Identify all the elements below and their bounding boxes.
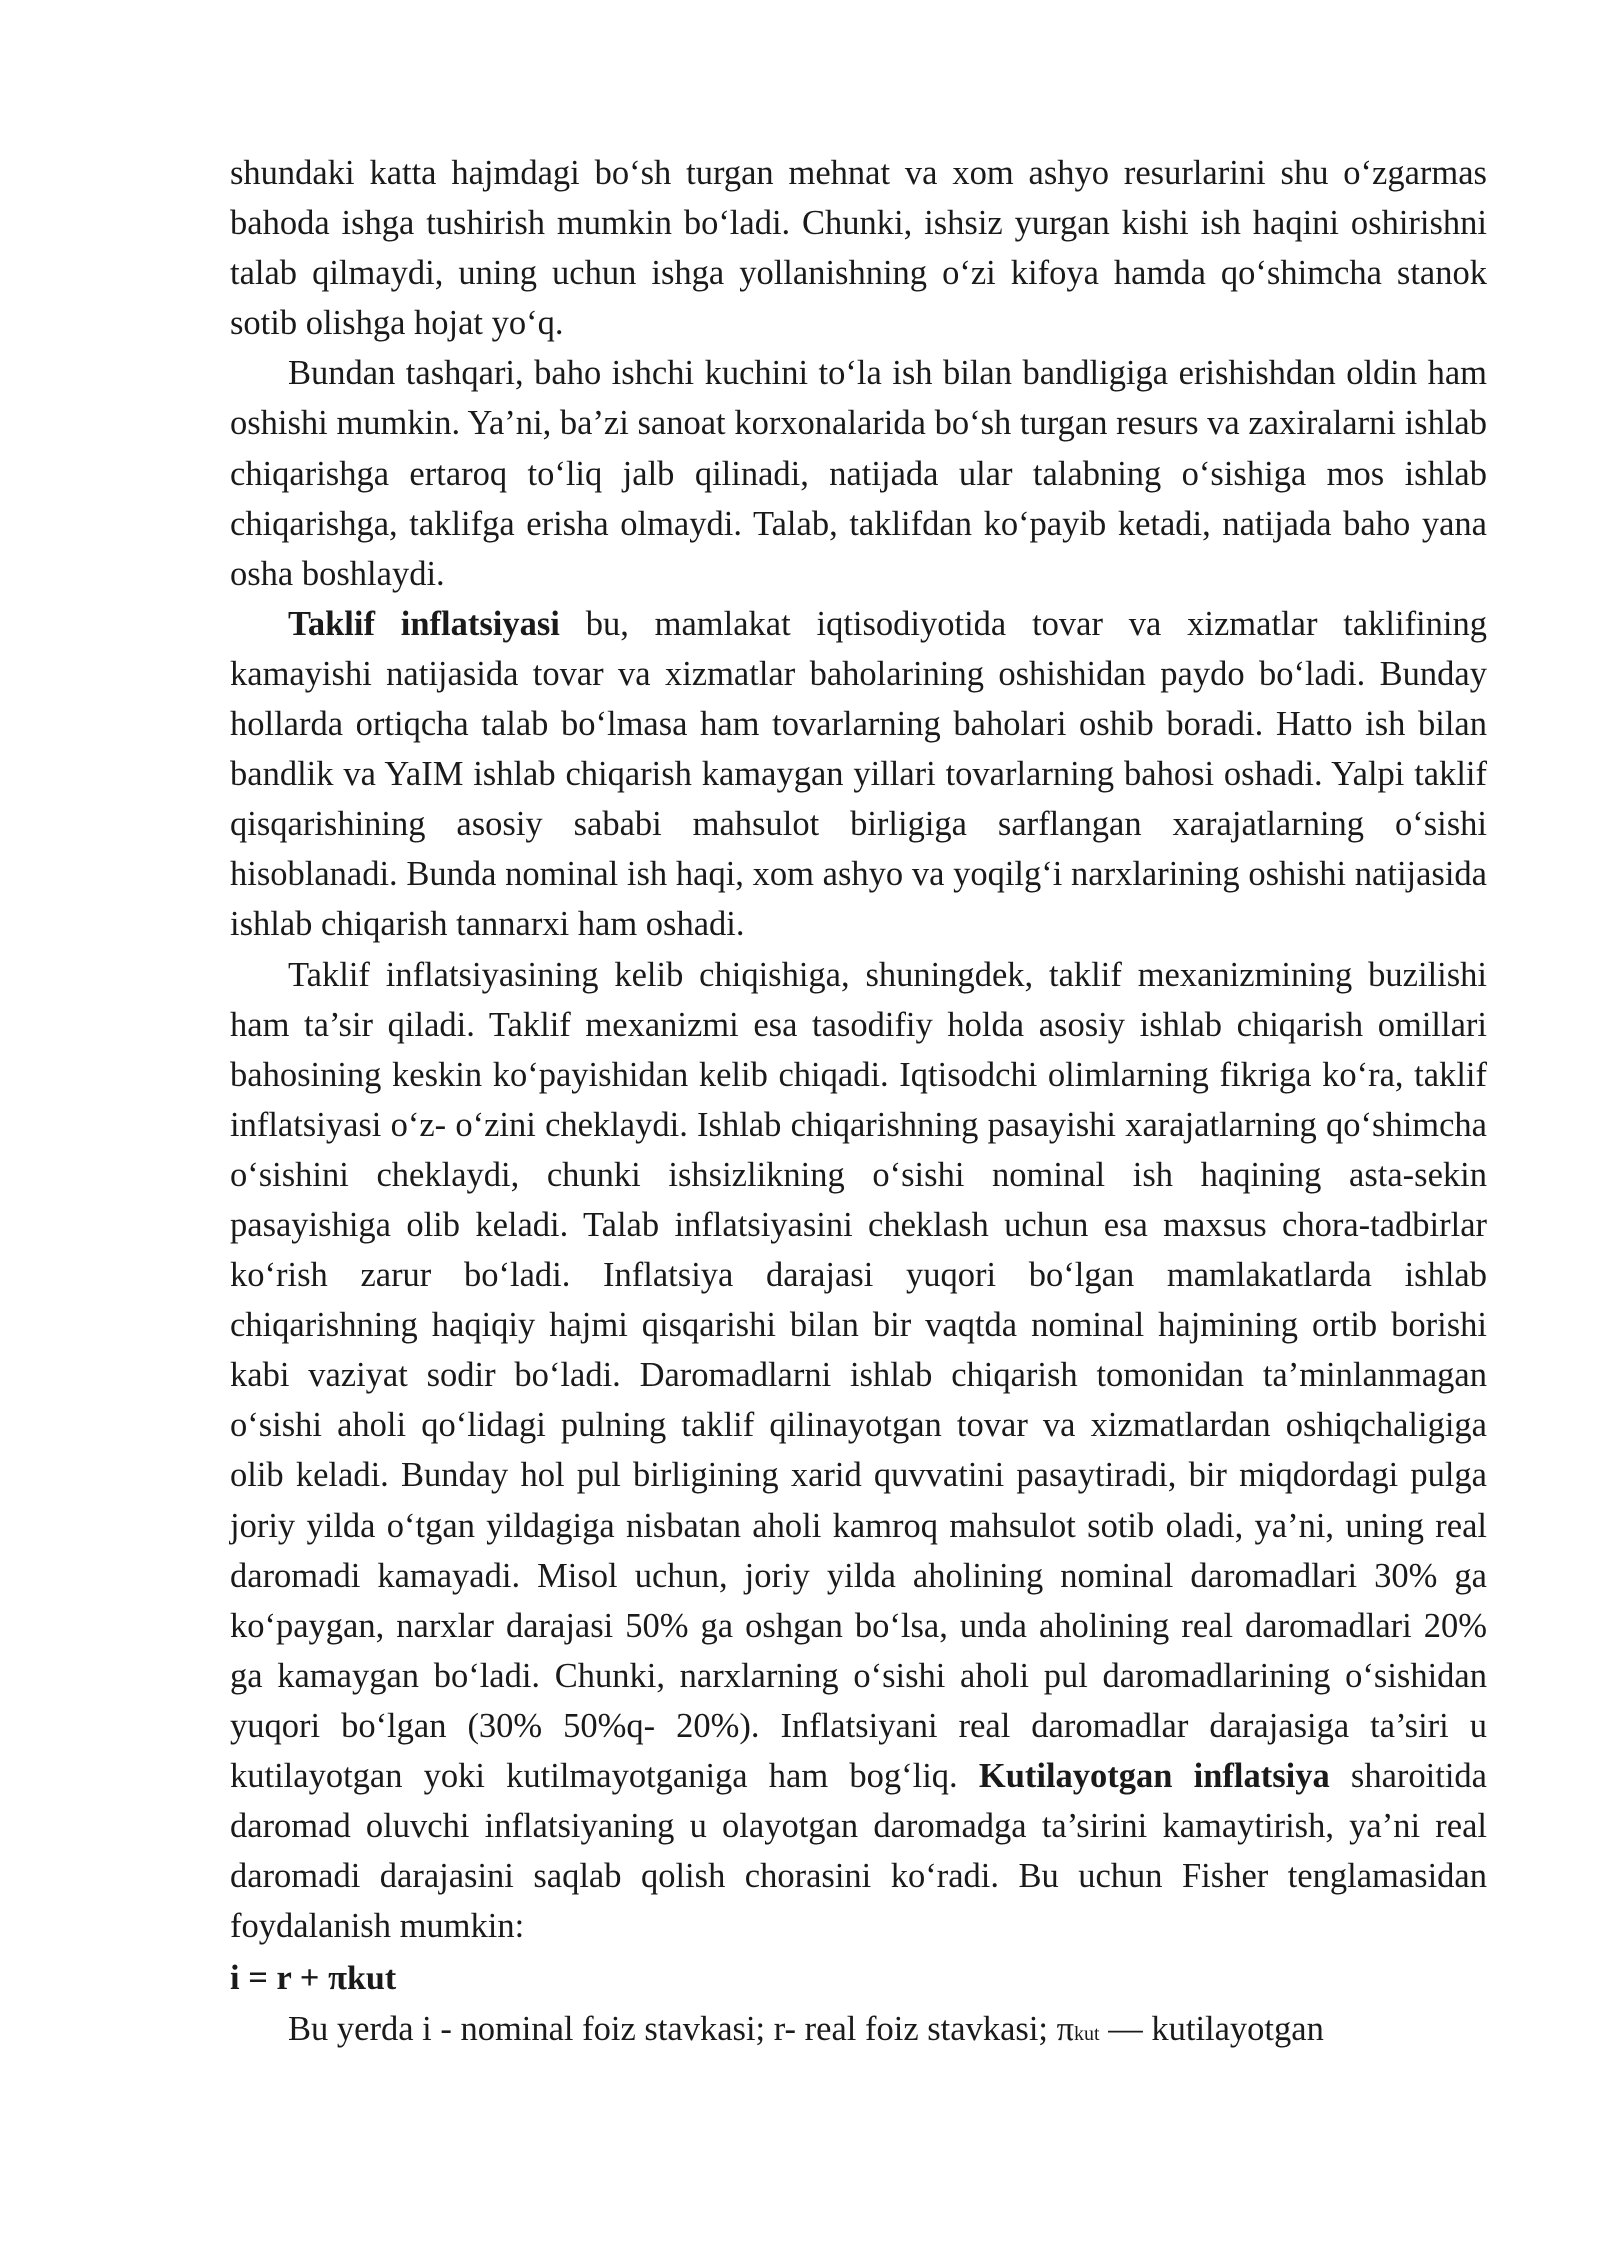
paragraph-5-text-a: Bu yerda i - nominal foiz stavkasi; r- real foiz stavkasi; π xyxy=(288,2010,1075,2049)
paragraph-5 xyxy=(230,2004,1487,2059)
paragraph-4-text-b: sharoitida daromad oluvchi inflatsiyaning u olayotgan daromadga ta’sirini kamaytirish, ya’ni real daromadi darajasini saqlab qolish chorasini ko‘radi. Bu uchun Fisher tenglamasidan foydalanish mumkin: xyxy=(230,1757,1487,1946)
paragraph-4-text-a: Taklif inflatsiyasining kelib chiqishiga, shuningdek, taklif mexanizmining buzilishi ham ta’sir qiladi. Taklif mexanizmi esa tasodifiy holda asosiy ishlab chiqarish omillari bahosining keskin ko‘payishidan kelib chiqadi. Iqtisodchi olimlarning fikriga ko‘ra, taklif inflatsiyasi o‘z- o‘zini cheklaydi. Ishlab chiqarishning pasayishi xarajatlarning qo‘shimcha o‘sishini cheklaydi, chunki ishsizlikning o‘sishi nominal ish haqining asta-sekin pasayishiga olib keladi. Talab inflatsiyasini cheklash uchun esa maxsus chora-tadbirlar ko‘rish zarur bo‘ladi. Inflatsiya darajasi yuqori bo‘lgan mamlakatlarda ishlab chiqarishning haqiqiy hajmi qisqarishi bilan bir vaqtda nominal hajmining ortib borishi kabi vaziyat sodir bo‘ladi. Daromadlarni ishlab chiqarish tomonidan ta’minlanmagan o‘sishi aholi qo‘lidagi pulning taklif qilinayotgan tovar va xizmatlardan oshiqchaligiga olib keladi. Bunday hol pul birligining xarid quvvatini pasaytiradi, bir miqdordagi pulga joriy yilda o‘tgan yildagiga nisbatan aholi kamroq mahsulot sotib oladi, ya’ni, uning real daromadi kamayadi. Misol uchun, joriy yilda aholining nominal daromadlari 30% ga ko‘paygan, narxlar darajasi 50% ga oshgan bo‘lsa, unda aholining real daromadlari 20% ga kamaygan bo‘ladi. Chunki, narxlarning o‘sishi aholi pul daromadlarining o‘sishidan yuqori bo‘lgan (30% 50%q- 20%). Inflatsiyani real daromadlar darajasiga ta’siri u kutilayotgan yoki kutilmayotganiga ham bog‘liq. xyxy=(230,955,1487,1795)
paragraph-5-subscript: kut xyxy=(1074,2023,1100,2046)
document-page xyxy=(230,148,1487,2060)
paragraph-2: Bundan tashqari, baho ishchi kuchini to‘la ish bilan bandligiga erishishdan oldin ham oshishi mumkin. Ya’ni, ba’zi sanoat korxonalarida bo‘sh turgan resurs va zaxiralarni ishlab chiqarishga ertaroq to‘liq jalb qilinadi, natijada ular talabning o‘sishiga mos ishlab chiqarishga, taklifga erisha olmaydi. Talab, taklifdan ko‘payib ketadi, natijada baho yana osha boshlaydi. xyxy=(230,354,1487,593)
term-expected-inflation: Kutilayotgan inflatsiya xyxy=(978,1757,1330,1795)
paragraph-1: shundaki katta hajmdagi bo‘sh turgan mehnat va xom ashyo resurlarini shu o‘zgarmas bahoda ishga tushirish mumkin bo‘ladi. Chunki, ishsiz yurgan kishi ish haqini oshirishni talab qilmaydi, uning uchun ishga yollanishning o‘zi kifoya hamda qo‘shimcha stanok sotib olishga hojat yo‘q. xyxy=(230,154,1487,343)
paragraph-4 xyxy=(230,950,1487,1952)
fisher-equation-subscript: kut xyxy=(347,1960,397,1998)
fisher-equation-main: i = r + π xyxy=(230,1959,347,1998)
fisher-equation xyxy=(230,1953,1487,2004)
paragraph-3-text: bu, mamlakat iqtisodiyotida tovar va xizmatlar taklifining kamayishi natijasida tovar va xizmatlar baholarining oshishidan paydo bo‘ladi. Bunday hollarda ortiqcha talab bo‘lmasa ham tovarlarning baholari oshib boradi. Hatto ish bilan bandlik va YaIM ishlab chiqarish kamaygan yillari tovarlarning bahosi oshadi. Yalpi taklif qisqarishining asosiy sababi mahsulot birligiga sarflangan xarajatlarning o‘sishi hisoblanadi. Bunda nominal ish haqi, xom ashyo va yoqilg‘i narxlarining oshishi natijasida ishlab chiqarish tannarxi ham oshadi. xyxy=(230,604,1487,944)
term-supply-inflation: Taklif inflatsiyasi xyxy=(288,604,560,643)
paragraph-5-text-b: — kutilayotgan xyxy=(1099,2010,1324,2049)
paragraph-3 xyxy=(230,599,1487,950)
